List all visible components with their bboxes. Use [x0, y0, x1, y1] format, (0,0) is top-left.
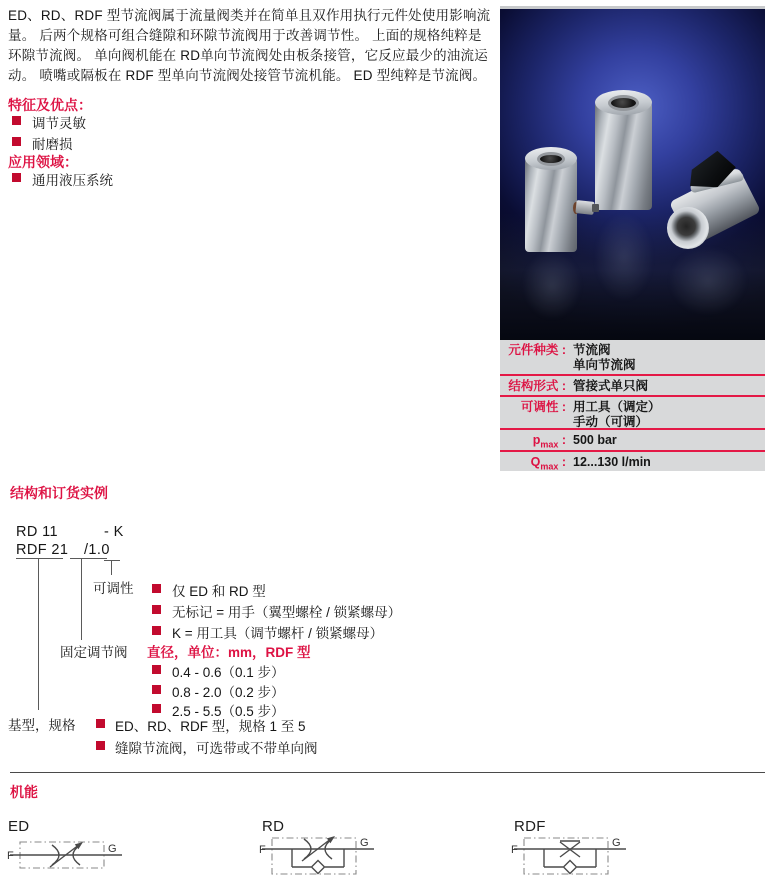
- spec-values: [566, 376, 765, 394]
- qmax-symbol: Q: [530, 455, 541, 469]
- port-f-label: F: [7, 850, 14, 862]
- spec-row-component-type: [500, 340, 765, 374]
- bullet-square-icon: [152, 685, 161, 694]
- applications-heading: 应用领域：: [8, 154, 78, 170]
- order-section-heading: 结构和订货实例: [10, 485, 108, 501]
- connector-line: [16, 558, 63, 559]
- spec-label-qmax: [500, 452, 566, 475]
- port-g-label: G: [360, 837, 369, 849]
- spec-label: 可调性 :: [520, 400, 566, 414]
- hydraulic-symbol-ed: [6, 836, 126, 876]
- spec-values: [566, 452, 765, 470]
- bypass-line: [292, 849, 344, 867]
- adjust-screw-tip: [592, 204, 599, 212]
- port-f-label: F: [511, 844, 518, 856]
- spec-value: 手动（可调）: [573, 415, 649, 429]
- order-code-line2-mid: /1.0: [84, 542, 110, 558]
- reflection: [594, 212, 654, 302]
- bullet-square-icon: [152, 665, 161, 674]
- spec-value: 12...130 l/min: [573, 455, 651, 469]
- bullet-square-icon: [152, 626, 161, 635]
- base-type-item: 缝隙节流阀，可选带或不带单向阀: [115, 741, 318, 756]
- symbol-label-ed: ED: [8, 818, 30, 835]
- adjustability-label: 可调性: [93, 581, 134, 596]
- qmax-subscript: max: [540, 461, 559, 472]
- valve-middle-port: [608, 95, 639, 111]
- feature-item: 调节灵敏: [32, 116, 86, 131]
- bullet-square-icon: [12, 137, 21, 146]
- section-divider: [10, 772, 765, 773]
- valve-middle: [595, 102, 652, 210]
- port-g-label: G: [612, 837, 621, 849]
- port-g-label: G: [108, 843, 117, 855]
- hydraulic-symbol-rd: [258, 832, 380, 880]
- intro-paragraph: [8, 6, 490, 86]
- symbol-label-rd: RD: [262, 818, 285, 835]
- spec-value: 节流阀: [573, 343, 611, 357]
- order-code-line1-right: - K: [104, 524, 124, 540]
- fixed-valve-label: 固定调节阀: [60, 645, 128, 660]
- spec-values: [566, 397, 765, 430]
- spec-table: [500, 340, 765, 471]
- intro-line: 环隙节流阀。 单向阀机能在 RD单向节流阀处由板条接管，它反应最少的油流运: [8, 48, 488, 63]
- hydraulic-symbol-rdf: [510, 832, 632, 880]
- bullet-square-icon: [12, 173, 21, 182]
- spec-label-pmax: [500, 430, 566, 453]
- valve-left: [525, 158, 577, 252]
- diameter-item: 0.8 - 2.0（0.2 步）: [172, 685, 285, 700]
- qmax-colon: :: [558, 455, 566, 469]
- adjustability-item: 仅 ED 和 RD 型: [172, 584, 266, 599]
- bullet-square-icon: [96, 741, 105, 750]
- spec-values: [566, 340, 765, 373]
- spec-row-pmax: [500, 430, 765, 450]
- check-valve-icon: [564, 861, 577, 874]
- spec-row-qmax: [500, 452, 765, 471]
- bullet-square-icon: [152, 584, 161, 593]
- connector-line: [70, 558, 107, 559]
- pmax-colon: :: [558, 433, 566, 447]
- order-code-line1-left: RD 11: [16, 524, 59, 540]
- spec-value: 500 bar: [573, 433, 617, 447]
- spec-values: [566, 430, 765, 448]
- base-type-label: 基型，规格: [8, 718, 76, 733]
- base-type-item: ED、RD、RDF 型，规格 1 至 5: [115, 719, 306, 734]
- connector-line: [81, 558, 82, 640]
- bullet-square-icon: [152, 704, 161, 713]
- spec-value: 单向节流阀: [573, 358, 636, 372]
- bullet-square-icon: [96, 719, 105, 728]
- connector-line: [38, 558, 39, 710]
- product-photo: [500, 6, 765, 340]
- spec-value: 用工具（调定）: [573, 400, 661, 414]
- spec-label: 元件种类 :: [508, 343, 566, 357]
- bullet-square-icon: [12, 116, 21, 125]
- check-valve-icon: [312, 861, 325, 874]
- adjustability-item: K = 用工具（调节螺杆 / 锁紧螺母）: [172, 626, 384, 641]
- spec-label: 结构形式 :: [508, 379, 566, 393]
- reflection: [522, 250, 582, 320]
- pmax-symbol: p: [532, 433, 541, 447]
- bullet-square-icon: [152, 605, 161, 614]
- port-f-label: F: [259, 844, 266, 856]
- spec-value: 管接式单只阀: [573, 379, 649, 393]
- application-item: 通用液压系统: [32, 173, 113, 188]
- spec-row-structure: [500, 376, 765, 395]
- diameter-item: 0.4 - 0.6（0.1 步）: [172, 665, 285, 680]
- bypass-line: [544, 849, 596, 867]
- features-heading: 特征及优点：: [8, 97, 92, 113]
- reflection: [668, 246, 748, 316]
- connector-line: [104, 560, 120, 561]
- intro-line: 动。 喷嘴或隔板在 RDF 型单向节流阀处接管节流机能。 ED 型纯粹是节流阀。: [8, 68, 487, 83]
- spec-row-adjustability: [500, 397, 765, 428]
- feature-item: 耐磨损: [32, 137, 73, 152]
- diameter-item: 2.5 - 5.5（0.5 步）: [172, 704, 285, 719]
- adjustability-item: 无标记 = 用手（翼型螺栓 / 锁紧螺母）: [172, 605, 402, 620]
- valve-left-port: [537, 152, 565, 166]
- symbol-label-rdf: RDF: [514, 818, 546, 835]
- connector-line: [111, 560, 112, 575]
- intro-line: ED、RD、RDF 型节流阀属于流量阀类并在简单且双作用执行元件处使用影响流: [8, 8, 491, 23]
- valve-right-bore: [667, 207, 709, 249]
- function-heading: 机能: [10, 784, 38, 800]
- pmax-subscript: max: [540, 439, 559, 450]
- order-code-line2-left: RDF 21: [16, 542, 69, 558]
- diameter-heading: 直径，单位：mm，RDF 型: [147, 645, 311, 660]
- photo-top-edge: [500, 6, 765, 9]
- intro-line: 量。 后两个规格可组合缝隙和环隙节流阀用于改善调节性。 上面的规格纯粹是: [8, 28, 482, 43]
